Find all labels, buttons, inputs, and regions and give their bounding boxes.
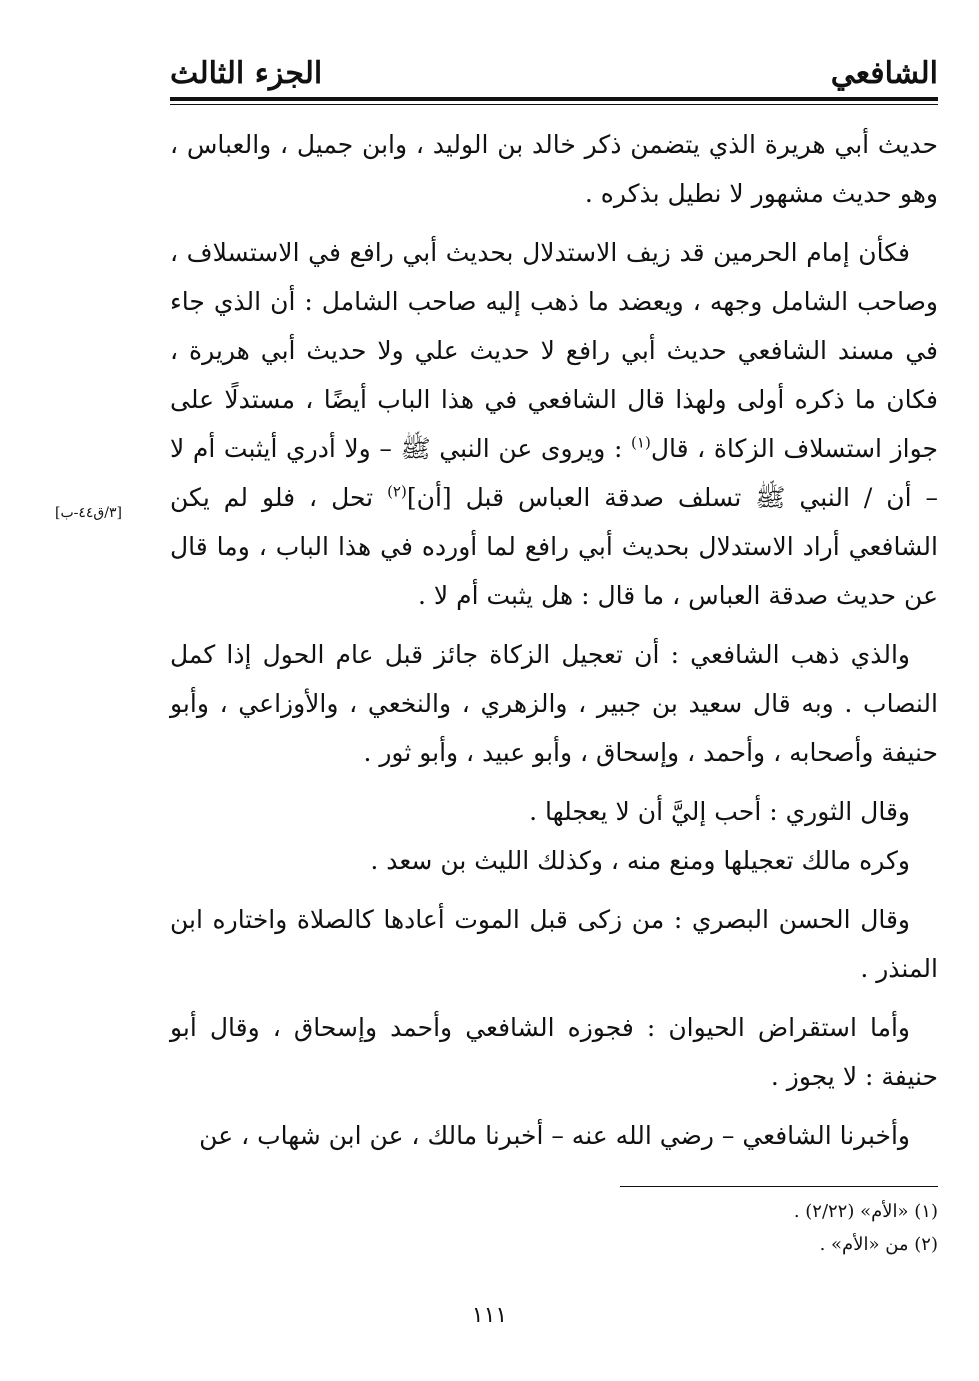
paragraph-6: وأما استقراض الحيوان : فجوزه الشافعي وأحمد وإسحاق ، وقال أبو حنيفة : لا يجوز . [170,1013,938,1091]
paragraph-2-part-2: : ويروى عن النبي ﷺ – ولا أدري أيثبت أم لا – أن / النبي ﷺ تسلف صدقة العباس قبل [أن] [170,434,938,512]
paragraph-1: حديث أبي هريرة الذي يتضمن ذكر خالد بن الوليد ، وابن جميل ، والعباس ، وهو حديث مشهور لا نطيل بذكره . [170,130,938,208]
footnote-separator [620,1186,938,1187]
paragraph-4-line-1: وقال الثوري : أحب إليَّ أن لا يعجلها . [529,797,910,826]
paragraph-2-part-3: تحل ، فلو لم يكن الشافعي أراد الاستدلال بحديث أبي رافع لما أورده في هذا الباب ، وما قال عن حديث صدقة العباس ، ما قال : هل يثبت أم لا . [170,483,938,610]
paragraph-5: وقال الحسن البصري : من زكى قبل الموت أعادها كالصلاة واختاره ابن المنذر . [170,905,938,983]
header-volume-title: الجزء الثالث [170,56,323,91]
header-book-title: الشافعي [830,56,938,91]
footnote-2: (٢) من «الأم» . [819,1234,938,1255]
footnote-1: (١) «الأم» (٢/٢٢) . [793,1201,938,1222]
paragraph-2 [170,228,938,620]
running-header [170,50,938,100]
footnote-ref-2[interactable]: (٢) [387,482,407,501]
paragraph-4-line-2: وكره مالك تعجيلها ومنع منه ، وكذلك الليث بن سعد . [370,846,910,875]
header-rule-thick [170,97,938,101]
header-rule-thin [170,104,938,105]
paragraph-3: والذي ذهب الشافعي : أن تعجيل الزكاة جائز قبل عام الحول إذا كمل النصاب . وبه قال سعيد بن جبير ، والزهري ، والنخعي ، والأوزاعي ، وأبو حنيفة وأصحابه ، وأحمد ، وإسحاق ، وأبو عبيد ، وأبو ثور . [170,640,938,767]
manuscript-folio-note: [٣/ق٤٤-ب] [55,505,123,521]
page-number: ١١١ [471,1303,508,1328]
paragraph-2-part-1: فكأن إمام الحرمين قد زيف الاستدلال بحديث أبي رافع في الاستسلاف ، وصاحب الشامل وجهه ، ويعضد ما ذهب إليه صاحب الشامل : أن الذي جاء في مسند الشافعي حديث أبي رافع لا حديث علي ولا حديث أبي هريرة ، فكان ما ذكره أولى ولهذا قال الشافعي في هذا الباب أيضًا ، مستدلًا على جواز استسلاف الزكاة ، قال [170,238,938,463]
main-text [170,120,938,1160]
footnotes [438,1195,938,1261]
paragraph-7: وأخبرنا الشافعي – رضي الله عنه – أخبرنا مالك ، عن ابن شهاب ، عن [199,1121,910,1150]
footnote-ref-1[interactable]: (١) [631,433,651,452]
